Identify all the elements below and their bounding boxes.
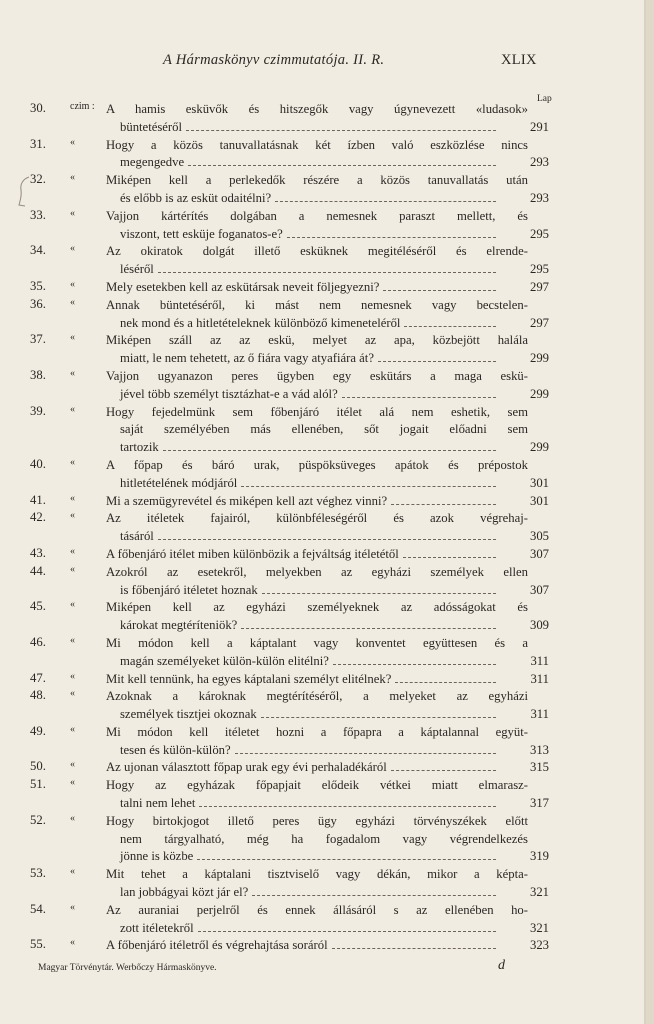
chapter-number: 45. bbox=[30, 599, 46, 614]
chapter-number: 43. bbox=[30, 545, 46, 560]
entry-last-line bbox=[120, 190, 549, 208]
dot-leader bbox=[391, 503, 496, 505]
entry-last-line bbox=[106, 671, 549, 689]
toc-entry bbox=[0, 368, 646, 404]
entry-line: Azokról az esetekről, melyekben az egyházi személyek ellen bbox=[106, 564, 528, 579]
dot-leader bbox=[235, 752, 496, 754]
ditto-mark: « bbox=[70, 563, 75, 575]
chapter-number: 54. bbox=[30, 901, 46, 916]
entry-text: Az ujonan választott főpap urak egy évi perhaladékáról bbox=[106, 760, 387, 775]
chapter-number: 42. bbox=[30, 510, 46, 525]
entry-line: nem tárgyalható, még ha fogadalom vagy végrendelkezés bbox=[120, 831, 528, 846]
page-column-label: Lap bbox=[537, 94, 552, 104]
toc-entry bbox=[0, 457, 646, 493]
ditto-mark: « bbox=[70, 136, 75, 148]
entry-line: Mi módon kell itéletet hozni a főpapra a káptalannal együt- bbox=[106, 724, 528, 739]
dot-leader bbox=[252, 894, 496, 896]
entry-line: Hogy fejedelmünk sem főbenjáró itélet alá nem eshetik, sem bbox=[106, 404, 528, 419]
signature-mark: d bbox=[498, 958, 505, 973]
entry-last-line bbox=[120, 226, 549, 244]
entry-text: magán személyeket külön-külön elitélni? bbox=[120, 653, 329, 668]
toc-entry bbox=[0, 172, 646, 208]
chapter-number: 46. bbox=[30, 634, 46, 649]
entry-last-line bbox=[106, 279, 549, 297]
entry-text: Mely esetekben kell az eskütársak neveit följegyezni? bbox=[106, 279, 380, 294]
ditto-mark: « bbox=[70, 456, 75, 468]
toc-entry bbox=[0, 332, 646, 368]
dot-leader bbox=[163, 449, 496, 451]
entry-page-number: 301 bbox=[529, 475, 549, 490]
entry-page-number: 311 bbox=[530, 653, 549, 668]
entry-last-line bbox=[120, 848, 549, 866]
ditto-mark: « bbox=[70, 207, 75, 219]
entry-page-number: 311 bbox=[530, 707, 549, 722]
entry-page-number: 321 bbox=[529, 885, 549, 900]
dot-leader bbox=[332, 947, 496, 949]
toc-entry bbox=[0, 724, 646, 760]
entry-page-number: 311 bbox=[530, 671, 549, 686]
chapter-number: 32. bbox=[30, 172, 46, 187]
chapter-number: 50. bbox=[30, 759, 46, 774]
ditto-mark: « bbox=[70, 688, 75, 700]
chapter-number: 34. bbox=[30, 243, 46, 258]
entry-text: jével több személyt tisztázhat-e a vád alól? bbox=[120, 386, 338, 401]
entry-last-line bbox=[120, 653, 549, 671]
chapter-number: 48. bbox=[30, 688, 46, 703]
entry-page-number: 309 bbox=[529, 618, 549, 633]
entry-text: A főbenjáró itélet miben különbözik a fejváltság itéletétől bbox=[106, 546, 399, 561]
dot-leader bbox=[158, 538, 496, 540]
ditto-mark: « bbox=[70, 866, 75, 878]
ditto-mark: « bbox=[70, 332, 75, 344]
entry-line: saját személyében más ellenében, sőt jogait előadni sem bbox=[120, 422, 528, 437]
entry-page-number: 301 bbox=[529, 493, 549, 508]
entry-line: Mi módon kell a káptalant vagy konventet együttesen és a bbox=[106, 635, 528, 650]
entry-page-number: 315 bbox=[529, 760, 549, 775]
toc-entry bbox=[0, 813, 646, 866]
entry-text: nek mond és a hitletételeknek különböző kimeneteléről bbox=[120, 315, 401, 330]
chapter-number: 53. bbox=[30, 866, 46, 881]
chapter-number: 55. bbox=[30, 937, 46, 952]
ditto-mark: « bbox=[70, 545, 75, 557]
entry-last-line bbox=[120, 475, 549, 493]
entry-last-line bbox=[120, 582, 549, 600]
entry-last-line bbox=[120, 884, 549, 902]
entry-line: Miképen kell a perlekedők részére a közös tanuvallatás után bbox=[106, 173, 528, 188]
dot-leader bbox=[158, 271, 496, 273]
ditto-mark: « bbox=[70, 403, 75, 415]
ditto-mark: « bbox=[70, 172, 75, 184]
toc-entry bbox=[0, 635, 646, 671]
entry-line: A hamis esküvők és hitszegők vagy úgynevezett «ludasok» bbox=[106, 102, 528, 116]
entry-last-line bbox=[120, 706, 549, 724]
dot-leader bbox=[262, 592, 496, 594]
dot-leader bbox=[261, 716, 496, 718]
chapter-number: 38. bbox=[30, 367, 46, 382]
chapter-number: 41. bbox=[30, 492, 46, 507]
entry-page-number: 299 bbox=[529, 386, 549, 401]
toc-entry bbox=[0, 208, 646, 244]
dot-leader bbox=[342, 396, 496, 398]
chapter-number: 44. bbox=[30, 563, 46, 578]
chapter-number: 51. bbox=[30, 777, 46, 792]
entry-last-line bbox=[120, 386, 549, 404]
entry-last-line bbox=[106, 546, 549, 564]
entry-page-number: 313 bbox=[529, 742, 549, 757]
toc-entry bbox=[0, 493, 646, 511]
dot-leader bbox=[199, 805, 496, 807]
dot-leader bbox=[186, 129, 496, 131]
entry-text: viszont, tett esküje foganatos-e? bbox=[120, 226, 283, 241]
entry-text: személyek tisztjei okoznak bbox=[120, 707, 257, 722]
ditto-mark: « bbox=[70, 937, 75, 949]
chapter-number: 40. bbox=[30, 456, 46, 471]
toc-entry bbox=[0, 243, 646, 279]
entry-text: tartozik bbox=[120, 440, 159, 455]
dot-leader bbox=[287, 236, 496, 238]
entry-line: Az itéletek fajairól, különbféleségéről és azok végrehaj- bbox=[106, 511, 528, 526]
entry-last-line bbox=[120, 119, 549, 137]
entry-line: Annak büntetéséről, ki mást nem nemesnek vagy becstelen- bbox=[106, 297, 528, 312]
dot-leader bbox=[275, 200, 496, 202]
entry-text: tásáról bbox=[120, 529, 154, 544]
ditto-mark: « bbox=[70, 634, 75, 646]
entry-page-number: 295 bbox=[529, 262, 549, 277]
entry-line: Az okiratok dolgát illető esküknek megitéléséről és elrende- bbox=[106, 244, 528, 259]
toc-entry bbox=[0, 404, 646, 457]
entry-last-line bbox=[120, 617, 549, 635]
entry-last-line bbox=[120, 261, 549, 279]
ditto-mark: « bbox=[70, 759, 75, 771]
entry-last-line bbox=[120, 920, 549, 938]
chapter-number: 31. bbox=[30, 136, 46, 151]
entry-text: léséről bbox=[120, 262, 154, 277]
toc-entry bbox=[0, 777, 646, 813]
entry-last-line bbox=[120, 350, 549, 368]
ditto-mark: « bbox=[70, 599, 75, 611]
chapter-number: 37. bbox=[30, 332, 46, 347]
entry-text: károkat megtéríteniök? bbox=[120, 618, 238, 633]
ditto-mark: « bbox=[70, 492, 75, 504]
entry-line: Hogy birtokjogot illető peres ügy egyházi törvényszékek előtt bbox=[106, 813, 528, 828]
entry-page-number: 317 bbox=[529, 796, 549, 811]
entry-line: Az auraniai perjelről és ennek állásáról s az ellenében ho- bbox=[106, 902, 528, 917]
entry-line: Vajjon kártérítés dolgában a nemesnek paraszt mellett, és bbox=[106, 208, 528, 223]
ditto-mark: « bbox=[70, 296, 75, 308]
toc-entry bbox=[0, 902, 646, 938]
entry-line: Mit tehet a káptalani tisztviselő vagy dékán, mikor a képta- bbox=[106, 867, 528, 882]
dot-leader bbox=[378, 360, 496, 362]
toc-entry bbox=[0, 759, 646, 777]
chapter-number: 49. bbox=[30, 723, 46, 738]
entry-page-number: 323 bbox=[529, 938, 549, 953]
ditto-mark: « bbox=[70, 510, 75, 522]
entry-text: miatt, le nem tehetett, az ő fiára vagy atyafiára át? bbox=[120, 351, 374, 366]
dot-leader bbox=[188, 164, 496, 166]
entry-text: jönne is közbe bbox=[120, 849, 194, 864]
entry-page-number: 321 bbox=[529, 920, 549, 935]
dot-leader bbox=[395, 681, 496, 683]
ditto-mark: « bbox=[70, 901, 75, 913]
entry-page-number: 293 bbox=[529, 155, 549, 170]
entry-last-line bbox=[120, 315, 549, 333]
entry-last-line bbox=[106, 493, 549, 511]
entry-text: büntetéséről bbox=[120, 119, 183, 134]
toc-entry bbox=[0, 279, 646, 297]
entry-last-line bbox=[106, 937, 549, 955]
entry-last-line bbox=[120, 795, 549, 813]
toc-entry bbox=[0, 688, 646, 724]
dot-leader bbox=[241, 485, 496, 487]
page-edge bbox=[646, 0, 654, 1024]
chapter-number: 33. bbox=[30, 207, 46, 222]
entry-text: zott itéletekről bbox=[120, 920, 194, 935]
entry-text: hitletételének módjáról bbox=[120, 475, 238, 490]
entry-page-number: 305 bbox=[529, 529, 549, 544]
entry-text: talni nem lehet bbox=[120, 796, 196, 811]
header-title: A Hármaskönyv czimmutatója. II. R. bbox=[163, 52, 385, 68]
entry-text: és előbb is az esküt odaitélni? bbox=[120, 190, 272, 205]
entry-page-number: 291 bbox=[529, 119, 549, 134]
chapter-number: 39. bbox=[30, 403, 46, 418]
entry-page-number: 319 bbox=[529, 849, 549, 864]
entry-last-line bbox=[106, 759, 549, 777]
entry-page-number: 297 bbox=[529, 279, 549, 294]
entry-page-number: 295 bbox=[529, 226, 549, 241]
entry-page-number: 297 bbox=[529, 315, 549, 330]
chapter-number: 36. bbox=[30, 296, 46, 311]
dot-leader bbox=[333, 663, 496, 665]
entry-last-line bbox=[120, 154, 549, 172]
header-page-number: XLIX bbox=[501, 52, 537, 68]
entry-last-line bbox=[120, 439, 549, 457]
toc-entry bbox=[0, 671, 646, 689]
toc-entry bbox=[0, 101, 646, 137]
dot-leader bbox=[383, 289, 496, 291]
entry-text: is főbenjáró itéletet hoznak bbox=[120, 582, 258, 597]
ditto-mark: « bbox=[70, 367, 75, 379]
ditto-mark: « bbox=[70, 278, 75, 290]
toc-entry bbox=[0, 297, 646, 333]
dot-leader bbox=[404, 325, 496, 327]
chapter-number: 30. bbox=[30, 101, 46, 115]
entry-line: A főpap és báró urak, püspöksüveges apátok és prépostok bbox=[106, 457, 528, 472]
dot-leader bbox=[198, 930, 496, 932]
entry-text: A főbenjáró itéletről és végrehajtása soráról bbox=[106, 938, 328, 953]
entry-text: Mit kell tennünk, ha egyes káptalani személyt elitélnek? bbox=[106, 671, 392, 686]
entry-page-number: 299 bbox=[529, 351, 549, 366]
table-of-contents bbox=[0, 101, 646, 955]
entry-page-number: 307 bbox=[529, 546, 549, 561]
entry-line: Miképen kell az egyházi személyeknek az adósságokat és bbox=[106, 600, 528, 615]
toc-entry bbox=[0, 510, 646, 546]
toc-entry bbox=[0, 546, 646, 564]
dot-leader bbox=[197, 858, 496, 860]
toc-entry bbox=[0, 866, 646, 902]
entry-page-number: 307 bbox=[529, 582, 549, 597]
entry-line: Hogy az egyházak főpapjait elődeik vétkei miatt elmarasz- bbox=[106, 778, 528, 793]
toc-entry bbox=[0, 564, 646, 600]
dot-leader bbox=[403, 556, 496, 558]
entry-text: tesen és külön-külön? bbox=[120, 742, 231, 757]
entry-page-number: 299 bbox=[529, 440, 549, 455]
ditto-mark: « bbox=[70, 243, 75, 255]
entry-line: Vajjon ugyanazon peres ügyben egy eskütárs a maga eskü- bbox=[106, 368, 528, 383]
entry-page-number: 293 bbox=[529, 190, 549, 205]
entry-text: lan jobbágyai közt jár el? bbox=[120, 885, 249, 900]
ditto-mark: « bbox=[70, 723, 75, 735]
dot-leader bbox=[391, 769, 496, 771]
entry-last-line bbox=[120, 742, 549, 760]
toc-entry bbox=[0, 937, 646, 955]
entry-line: Azoknak a károknak megtérítéséről, a melyeket az egyházi bbox=[106, 689, 528, 704]
chapter-number: 35. bbox=[30, 278, 46, 293]
entry-last-line bbox=[120, 528, 549, 546]
ditto-mark: « bbox=[70, 670, 75, 682]
entry-text: megengedve bbox=[120, 155, 185, 170]
ditto-mark: « bbox=[70, 812, 75, 824]
entry-line: Hogy a közös tanuvallatásnak két ízben való eszközlése nincs bbox=[106, 137, 528, 152]
entry-text: Mi a szemügyrevétel és miképen kell azt véghez vinni? bbox=[106, 493, 388, 508]
entry-line: Miképen száll az az eskü, melyet az apa, közbejött halála bbox=[106, 333, 528, 348]
dot-leader bbox=[241, 627, 496, 629]
toc-entry bbox=[0, 137, 646, 173]
footer-publisher: Magyar Törvénytár. Werbőczy Hármaskönyve. bbox=[38, 963, 217, 973]
ditto-mark: czim : bbox=[70, 101, 95, 112]
chapter-number: 47. bbox=[30, 670, 46, 685]
toc-entry bbox=[0, 599, 646, 635]
chapter-number: 52. bbox=[30, 812, 46, 827]
ditto-mark: « bbox=[70, 777, 75, 789]
